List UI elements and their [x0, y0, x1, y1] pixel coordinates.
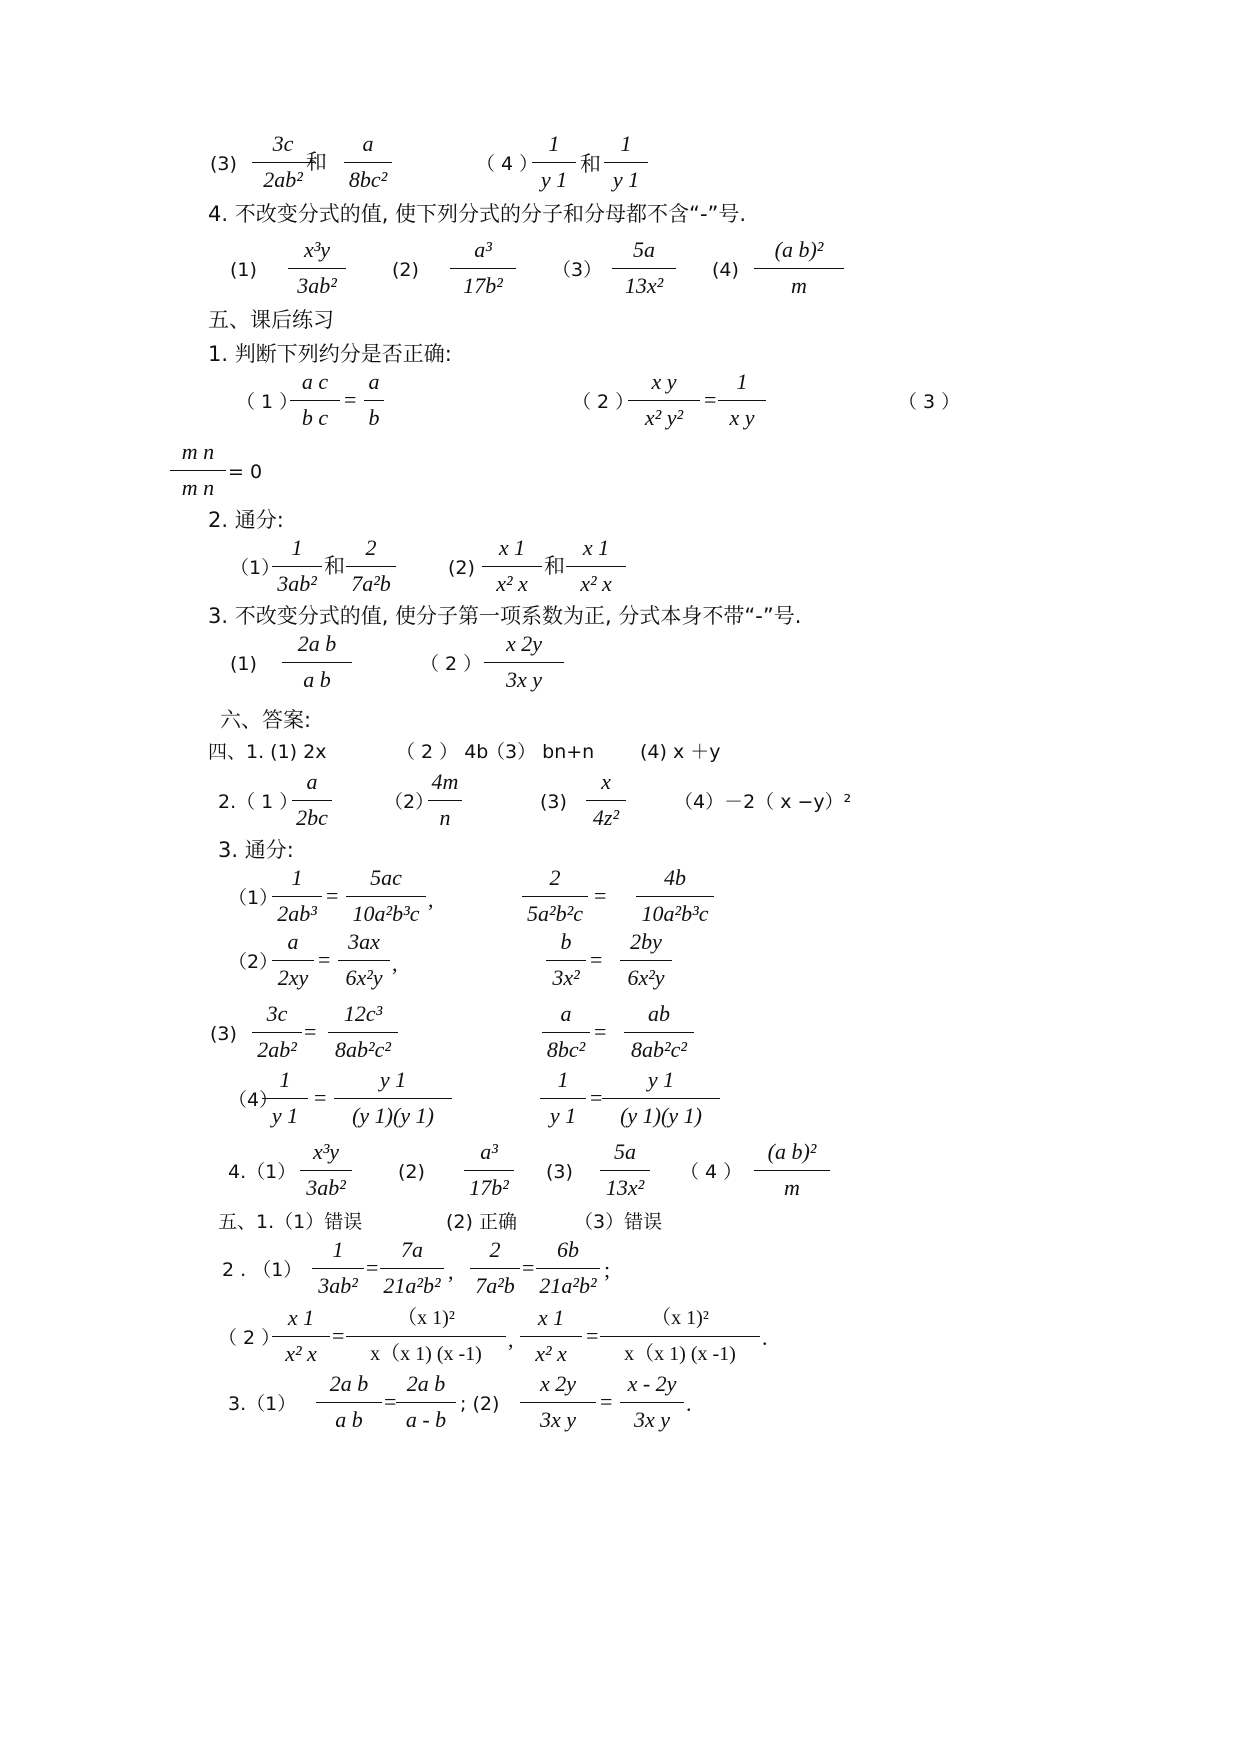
denominator: a b — [303, 667, 331, 692]
fraction-bar — [364, 400, 384, 401]
denominator: 17b² — [463, 273, 503, 298]
numerator: x 2y — [539, 1371, 577, 1396]
fraction — [288, 238, 346, 298]
equals-sign: = — [594, 1019, 607, 1044]
fraction-bar — [718, 400, 766, 401]
numerator: b — [560, 929, 572, 954]
denominator: 21a²b² — [383, 1273, 441, 1298]
answer-part: （3） bn+n — [486, 741, 595, 763]
fraction-bar — [272, 960, 314, 961]
denominator: (y 1)(y 1) — [620, 1103, 702, 1128]
fraction-bar — [636, 896, 714, 897]
numerator: a — [362, 131, 374, 156]
numerator: 2 — [549, 865, 561, 890]
fraction-bar — [252, 162, 314, 163]
fraction-bar — [536, 1268, 600, 1269]
numerator: x y — [651, 369, 677, 394]
fraction-bar — [522, 896, 588, 897]
numerator: 1 — [557, 1067, 569, 1092]
fraction-bar — [620, 960, 672, 961]
separator: ; — [604, 1257, 611, 1282]
denominator: 8bc² — [546, 1037, 586, 1062]
item-label: (2) — [398, 1161, 425, 1183]
numerator: m n — [181, 439, 215, 464]
denominator: 2ab² — [257, 1037, 297, 1062]
fraction — [546, 930, 586, 990]
denominator: x² x — [496, 571, 528, 596]
answer-lead: 3.（1） — [228, 1393, 297, 1415]
fraction-bar — [482, 566, 542, 567]
denominator: 10a²b³c — [352, 901, 420, 926]
numerator: 4m — [431, 769, 459, 794]
denominator: 2xy — [277, 965, 309, 990]
fraction-bar — [292, 800, 332, 801]
fraction-bar — [346, 1336, 506, 1337]
item-label: (3) — [546, 1161, 573, 1183]
numerator: y 1 — [379, 1067, 407, 1092]
denominator: 8ab²c² — [335, 1037, 391, 1062]
denominator: 2ab³ — [277, 901, 317, 926]
denominator: 8ab²c² — [631, 1037, 687, 1062]
numerator: x 2y — [505, 631, 543, 656]
fraction — [252, 1002, 302, 1062]
answer-lead: 2.（ 1 ） — [218, 791, 299, 813]
question-title: 3. 通分: — [218, 838, 294, 862]
fraction-bar — [316, 1402, 382, 1403]
fraction — [252, 132, 314, 192]
item-label: （4） — [228, 1089, 279, 1111]
numerator: x - 2y — [627, 1371, 677, 1396]
numerator: x 1 — [537, 1305, 565, 1330]
fraction-bar — [290, 400, 340, 401]
numerator: 7a — [401, 1237, 423, 1262]
denominator: 3ab² — [277, 571, 317, 596]
fraction-bar — [380, 1268, 444, 1269]
item-label: (3) — [210, 153, 237, 175]
item-label: （1） — [230, 557, 281, 579]
fraction — [532, 132, 576, 192]
denominator: x（x 1) (x -1) — [624, 1343, 736, 1365]
numerator: 2a b — [297, 631, 337, 656]
numerator: 3c — [266, 1001, 288, 1026]
fraction-bar — [170, 470, 226, 471]
numerator: （x 1)² — [651, 1307, 709, 1329]
item-label: （2） — [228, 951, 279, 973]
conjunction: 和 — [580, 152, 601, 176]
separator: , — [508, 1327, 514, 1352]
numerator: a — [306, 769, 318, 794]
denominator: a b — [335, 1407, 363, 1432]
item-label: (1) — [230, 653, 257, 675]
numerator: x³y — [303, 237, 331, 262]
numerator: 1 — [291, 865, 303, 890]
fraction-bar — [546, 960, 586, 961]
numerator: 4b — [664, 865, 686, 890]
denominator: x² x — [535, 1341, 567, 1366]
numerator: 5a — [633, 237, 655, 262]
fraction-bar — [604, 162, 648, 163]
fraction-bar — [262, 1098, 308, 1099]
separator: . — [686, 1391, 692, 1416]
numerator: a³ — [480, 1139, 498, 1164]
fraction — [428, 770, 462, 830]
fraction — [754, 238, 844, 298]
denominator: 6x²y — [345, 965, 383, 990]
answer-lead: 2 . （1） — [222, 1259, 303, 1281]
denominator: 17b² — [469, 1175, 509, 1200]
fraction — [290, 370, 340, 430]
denominator: 7a²b — [351, 571, 391, 596]
fraction — [620, 1372, 684, 1432]
denominator: x² x — [580, 571, 612, 596]
fraction-bar — [272, 566, 322, 567]
fraction — [464, 1140, 514, 1200]
denominator: 2ab² — [263, 167, 303, 192]
fraction — [540, 1068, 586, 1128]
numerator: x 1 — [498, 535, 526, 560]
numerator: 1 — [291, 535, 303, 560]
fraction — [170, 440, 226, 500]
denominator: 8bc² — [348, 167, 388, 192]
numerator: 6b — [557, 1237, 579, 1262]
item-label: （ 3 ） — [898, 391, 961, 413]
fraction — [292, 770, 332, 830]
numerator: a c — [301, 369, 329, 394]
denominator: 13x² — [605, 1175, 645, 1200]
conjunction: 和 — [544, 554, 565, 578]
fraction-bar — [282, 662, 352, 663]
numerator: a — [368, 369, 380, 394]
fraction — [334, 1068, 452, 1128]
fraction-bar — [600, 1336, 760, 1337]
denominator: 3x y — [539, 1407, 577, 1432]
denominator: x y — [729, 405, 755, 430]
fraction — [520, 1372, 596, 1432]
fraction-bar — [602, 1098, 720, 1099]
question-title: 1. 判断下列约分是否正确: — [208, 342, 452, 366]
section-heading: 六、答案: — [220, 708, 312, 732]
fraction — [272, 866, 322, 926]
answer-lead: （ 2 ） — [218, 1327, 281, 1349]
separator: . — [762, 1325, 768, 1350]
denominator: 7a²b — [475, 1273, 515, 1298]
answer-part: （ 2 ） 4b — [396, 741, 489, 763]
numerator: a — [560, 1001, 572, 1026]
separator: , — [448, 1259, 454, 1284]
fraction — [300, 1140, 352, 1200]
numerator: ab — [648, 1001, 670, 1026]
equals-sign: = — [522, 1255, 535, 1280]
fraction — [628, 370, 700, 430]
fraction — [316, 1372, 382, 1432]
fraction — [520, 1306, 582, 1366]
item-label: （2） — [384, 791, 435, 813]
numerator: （x 1)² — [397, 1307, 455, 1329]
fraction — [600, 1306, 760, 1366]
numerator: 2a b — [329, 1371, 369, 1396]
fraction — [536, 1238, 600, 1298]
numerator: x³y — [312, 1139, 340, 1164]
fraction — [542, 1002, 590, 1062]
denominator: y 1 — [612, 167, 640, 192]
answer-lead: 五、1.（1）错误 — [218, 1211, 363, 1233]
item-label: 4.（1） — [228, 1161, 297, 1183]
fraction — [346, 1306, 506, 1366]
equals-sign: = — [704, 387, 717, 412]
numerator: 12c³ — [343, 1001, 383, 1026]
fraction-bar — [542, 1032, 590, 1033]
answer-lead: 四、1. (1) 2x — [208, 741, 327, 763]
item-label: （ 2 ） — [420, 653, 483, 675]
fraction-bar — [346, 566, 396, 567]
denominator: 3ab² — [297, 273, 337, 298]
conjunction: 和 — [324, 554, 345, 578]
item-label: (2) — [392, 259, 419, 281]
fraction-bar — [600, 1170, 650, 1171]
question-title: 2. 通分: — [208, 508, 284, 532]
denominator: 3x² — [552, 965, 580, 990]
numerator: 1 — [736, 369, 748, 394]
item-label: （1） — [228, 887, 279, 909]
equals-sign: = — [590, 1085, 603, 1110]
denominator: m n — [181, 475, 215, 500]
fraction — [600, 1140, 650, 1200]
fraction — [344, 132, 392, 192]
fraction-bar — [288, 268, 346, 269]
denominator: 21a²b² — [539, 1273, 597, 1298]
item-label: (3) — [210, 1023, 237, 1045]
fraction-bar — [566, 566, 626, 567]
equals-sign: = — [594, 883, 607, 908]
fraction-bar — [450, 268, 516, 269]
numerator: x 1 — [287, 1305, 315, 1330]
item-label: (4) — [712, 259, 739, 281]
numerator: 1 — [548, 131, 560, 156]
denominator: 3x y — [505, 667, 543, 692]
equals-sign: = — [304, 1019, 317, 1044]
denominator: m — [784, 1175, 800, 1200]
item-label: (1) — [230, 259, 257, 281]
fraction-bar — [754, 268, 844, 269]
answer-part: （3）错误 — [574, 1211, 663, 1233]
item-label: （3） — [552, 259, 603, 281]
fraction-bar — [612, 268, 676, 269]
fraction — [566, 536, 626, 596]
numerator: 1 — [620, 131, 632, 156]
fraction — [282, 632, 352, 692]
fraction — [522, 866, 588, 926]
numerator: (a b)² — [774, 237, 824, 262]
item-label: (2) — [448, 557, 475, 579]
fraction-bar — [540, 1098, 586, 1099]
fraction-bar — [620, 1402, 684, 1403]
item-label: （ 4 ） — [680, 1161, 743, 1183]
answer-part: (4) x ＋y — [640, 741, 721, 763]
numerator: 2 — [489, 1237, 501, 1262]
denominator: 3ab² — [306, 1175, 346, 1200]
fraction-bar — [300, 1170, 352, 1171]
fraction — [624, 1002, 694, 1062]
denominator: n — [439, 805, 451, 830]
fraction — [586, 770, 626, 830]
fraction — [612, 238, 676, 298]
numerator: 5a — [614, 1139, 636, 1164]
numerator: x 1 — [582, 535, 610, 560]
fraction — [636, 866, 714, 926]
answer-part: （4）－2（ x −y）² — [674, 791, 852, 813]
denominator: 10a²b³c — [641, 901, 709, 926]
numerator: a — [287, 929, 299, 954]
fraction-bar — [624, 1032, 694, 1033]
denominator: x² y² — [644, 405, 684, 430]
denominator: (y 1)(y 1) — [352, 1103, 434, 1128]
numerator: 3c — [272, 131, 294, 156]
item-label: ; (2) — [460, 1393, 500, 1415]
equals-sign: = — [384, 1389, 397, 1414]
equation-result: = 0 — [228, 461, 263, 483]
equals-sign: = — [590, 947, 603, 972]
item-label: (3) — [540, 791, 567, 813]
equals-sign: = — [318, 947, 331, 972]
fraction — [262, 1068, 308, 1128]
item-label: （ 4 ） — [476, 153, 539, 175]
numerator: 2a b — [406, 1371, 446, 1396]
separator: , — [392, 951, 398, 976]
denominator: x² x — [285, 1341, 317, 1366]
denominator: a - b — [405, 1407, 447, 1432]
fraction-bar — [252, 1032, 302, 1033]
answer-part: (2) 正确 — [446, 1211, 517, 1233]
numerator: 1 — [332, 1237, 344, 1262]
fraction — [312, 1238, 364, 1298]
equals-sign: = — [344, 387, 357, 412]
numerator: 2by — [630, 929, 662, 954]
item-label: （ 2 ） — [572, 391, 635, 413]
fraction — [338, 930, 390, 990]
fraction — [754, 1140, 830, 1200]
fraction — [364, 370, 384, 430]
denominator: 4z² — [592, 805, 620, 830]
fraction — [470, 1238, 520, 1298]
denominator: y 1 — [540, 167, 568, 192]
fraction-bar — [754, 1170, 830, 1171]
fraction-bar — [396, 1402, 456, 1403]
fraction — [346, 866, 426, 926]
denominator: 3ab² — [318, 1273, 358, 1298]
fraction — [380, 1238, 444, 1298]
denominator: 2bc — [296, 805, 328, 830]
conjunction: 和 — [306, 150, 327, 174]
separator: , — [428, 887, 434, 912]
numerator: y 1 — [647, 1067, 675, 1092]
question-title: 3. 不改变分式的值, 使分子第一项系数为正, 分式本身不带“-”号. — [208, 604, 802, 628]
fraction — [346, 536, 396, 596]
fraction-bar — [470, 1268, 520, 1269]
fraction — [604, 132, 648, 192]
fraction — [602, 1068, 720, 1128]
equals-sign: = — [314, 1085, 327, 1110]
equals-sign: = — [586, 1323, 599, 1348]
fraction-bar — [484, 662, 564, 663]
fraction-bar — [628, 400, 700, 401]
equals-sign: = — [366, 1255, 379, 1280]
fraction — [620, 930, 672, 990]
denominator: m — [791, 273, 807, 298]
numerator: 5ac — [370, 865, 402, 890]
denominator: x（x 1) (x -1) — [370, 1343, 482, 1365]
fraction — [272, 930, 314, 990]
fraction — [718, 370, 766, 430]
fraction — [272, 536, 322, 596]
fraction — [484, 632, 564, 692]
denominator: y 1 — [549, 1103, 577, 1128]
section-heading: 五、课后练习 — [208, 308, 334, 332]
fraction — [272, 1306, 330, 1366]
numerator: 2 — [365, 535, 377, 560]
numerator: 1 — [279, 1067, 291, 1092]
denominator: 13x² — [624, 273, 664, 298]
fraction-bar — [532, 162, 576, 163]
fraction-bar — [312, 1268, 364, 1269]
equals-sign: = — [326, 883, 339, 908]
fraction — [450, 238, 516, 298]
fraction-bar — [346, 896, 426, 897]
fraction — [482, 536, 542, 596]
equals-sign: = — [332, 1323, 345, 1348]
denominator: b c — [301, 405, 329, 430]
fraction-bar — [272, 1336, 330, 1337]
fraction — [328, 1002, 398, 1062]
equals-sign: = — [600, 1389, 613, 1414]
fraction-bar — [520, 1402, 596, 1403]
fraction-bar — [428, 800, 462, 801]
fraction-bar — [272, 896, 322, 897]
numerator: x — [601, 769, 611, 794]
numerator: 3ax — [348, 929, 380, 954]
numerator: a³ — [474, 237, 492, 262]
denominator: 3x y — [633, 1407, 671, 1432]
denominator: 6x²y — [627, 965, 665, 990]
fraction-bar — [464, 1170, 514, 1171]
denominator: y 1 — [271, 1103, 299, 1128]
fraction-bar — [328, 1032, 398, 1033]
fraction-bar — [344, 162, 392, 163]
numerator: (a b)² — [767, 1139, 817, 1164]
fraction-bar — [338, 960, 390, 961]
item-label: （ 1 ） — [236, 391, 299, 413]
question-title: 4. 不改变分式的值, 使下列分式的分子和分母都不含“-”号. — [208, 202, 747, 226]
fraction-bar — [334, 1098, 452, 1099]
denominator: 5a²b²c — [527, 901, 583, 926]
fraction-bar — [520, 1336, 582, 1337]
denominator: b — [368, 405, 380, 430]
fraction — [396, 1372, 456, 1432]
fraction-bar — [586, 800, 626, 801]
